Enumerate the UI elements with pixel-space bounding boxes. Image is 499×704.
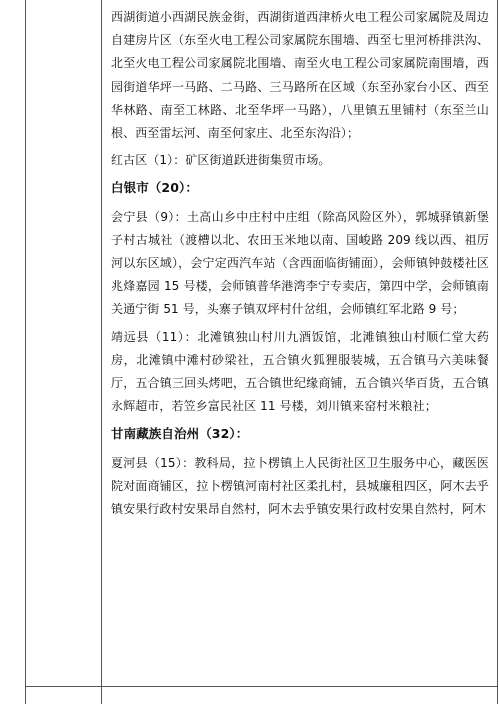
document-content (111, 6, 489, 525)
document-table (25, 0, 498, 704)
heading-gannan-prefecture: 甘南藏族自治州（32）： (111, 426, 249, 442)
paragraph-xigu-district-areas: 西湖街道小西湖民族金街，西湖街道西津桥火电工程公司家属院及周边自建房片区（东至火电工程公司家属院东围墙、西至七里河桥排洪沟、北至火电工程公司家属院北围墙、南至火电工程公司家属院南围墙，西园街道华坪一马路、二马路、三马路所在区域（东至孙家台小区、西至华林路、南至工林路、北至华坪一马路），八里镇五里铺村（东至兰山根、西至雷坛河、南至何家庄、北至东沟沿）； (111, 10, 489, 141)
table-bottom-border (26, 686, 497, 687)
paragraph-honggu-district: 红古区（1）：矿区街道跃进街集贸市场。 (111, 153, 331, 168)
heading-baiyin-city: 白银市（20）： (111, 180, 198, 196)
paragraph-huining-county: 会宁县（9）：土高山乡中庄村中庄组（除高风险区外），郭城驿镇新堡子村古城社（渡槽以北、农田玉米地以南、国峻路 209 线以西、祖厉河以东区域），会宁定西汽车站（含西面临街铺面），会师镇钟鼓楼社区兆烽嘉园 15 号楼，会师镇普华港湾李宁专卖店，第四中学，会师镇南关通宁街 51 号，头寨子镇双坪村什岔组，会师镇红军北路 9 号； (111, 209, 489, 317)
paragraph-jingyuan-county: 靖远县（11）：北滩镇独山村川九酒饭馆，北滩镇独山村顺仁堂大药房，北滩镇中滩村砂梁社，五合镇火狐狸服装城，五合镇马六美味餐厅，五合镇三回头烤吧，五合镇世纪缘商铺，五合镇兴华百货，五合镇永辉超市，若笠乡富民社区 11 号楼，刘川镇来窑村米粮社； (111, 329, 489, 414)
table-right-column (102, 0, 497, 704)
table-left-column (26, 0, 102, 704)
paragraph-xiahe-county: 夏河县（15）：教科局，拉卜楞镇上人民街社区卫生服务中心，藏医医院对面商铺区，拉卜楞镇河南村社区柔扎村，县城廉租四区，阿木去乎镇安果行政村安果昂自然村，阿木去乎镇安果行政村安果自然村，阿木 (111, 455, 489, 517)
